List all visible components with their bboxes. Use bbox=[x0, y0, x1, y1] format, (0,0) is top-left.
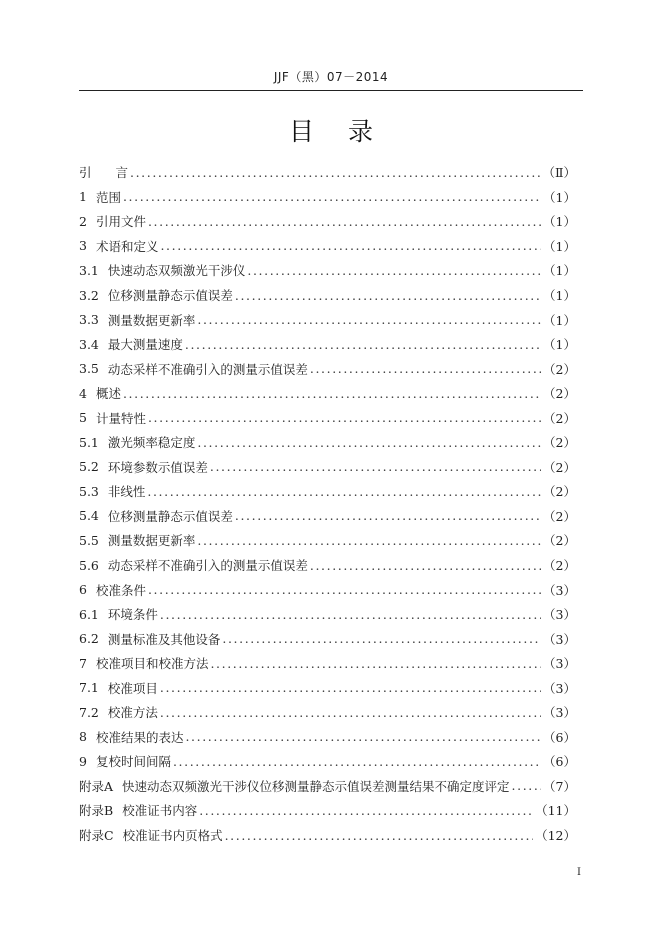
toc-entry-page: （3） bbox=[543, 705, 576, 721]
toc-entry-page: （3） bbox=[543, 631, 576, 647]
toc-entry[interactable] bbox=[79, 725, 576, 750]
toc-entry-page: （2） bbox=[543, 459, 576, 475]
toc-dot-leader bbox=[197, 533, 541, 548]
toc-entry-title: 复校时间间隔 bbox=[95, 754, 171, 770]
toc-dot-leader bbox=[148, 214, 541, 229]
toc-entry[interactable] bbox=[79, 700, 576, 725]
toc-dot-leader bbox=[123, 386, 541, 401]
toc-dot-leader bbox=[310, 558, 541, 573]
toc-entry-number: 3.5 bbox=[79, 361, 99, 377]
toc-entry[interactable] bbox=[79, 602, 576, 627]
toc-entry[interactable] bbox=[79, 798, 576, 823]
toc-entry-number: 5.3 bbox=[79, 483, 99, 499]
toc-dot-leader bbox=[123, 189, 541, 204]
toc-entry-number: 7 bbox=[79, 655, 87, 671]
toc-entry-title: 引用文件 bbox=[95, 214, 146, 230]
toc-entry-page: （2） bbox=[543, 508, 576, 524]
toc-dot-leader bbox=[197, 312, 541, 327]
toc-entry-page: （1） bbox=[543, 214, 576, 230]
toc-entry-number: 9 bbox=[79, 753, 87, 769]
toc-dot-leader bbox=[225, 828, 534, 843]
toc-entry-number: 附录B bbox=[79, 803, 114, 819]
toc-entry-title: 位移测量静态示值误差 bbox=[107, 288, 233, 303]
toc-dot-leader bbox=[160, 238, 541, 253]
toc-entry-number: 7.1 bbox=[79, 680, 99, 696]
toc-entry-title: 术语和定义 bbox=[95, 238, 159, 254]
toc-dot-leader bbox=[235, 288, 541, 303]
toc-entry-page: （11） bbox=[535, 803, 576, 819]
toc-entry-number: 3.3 bbox=[79, 312, 99, 328]
toc-dot-leader bbox=[185, 337, 541, 352]
toc-entry-number: 5 bbox=[79, 410, 87, 426]
toc-entry-title: 概述 bbox=[95, 386, 121, 402]
toc-entry-title: 校准方法 bbox=[107, 705, 158, 721]
toc-entry-number: 3 bbox=[79, 238, 87, 254]
toc-entry-number: 2 bbox=[79, 213, 87, 229]
toc-entry[interactable] bbox=[79, 626, 576, 651]
toc-dot-leader bbox=[160, 680, 541, 695]
toc-entry-number: 6.1 bbox=[79, 606, 99, 622]
toc-entry-title: 计量特性 bbox=[95, 410, 146, 426]
toc-dot-leader bbox=[148, 582, 541, 597]
toc-entry-page: （1） bbox=[543, 238, 576, 254]
toc-entry-title: 环境参数示值误差 bbox=[107, 459, 208, 475]
toc-entry-page: （3） bbox=[543, 582, 576, 598]
toc-entry-title: 非线性 bbox=[107, 484, 146, 500]
toc-entry-number: 8 bbox=[79, 729, 87, 745]
toc-entry-page: （3） bbox=[543, 680, 576, 696]
toc-entry-page: （3） bbox=[543, 607, 576, 623]
toc-entry[interactable] bbox=[79, 528, 576, 553]
toc-entry-page: （2） bbox=[543, 533, 576, 549]
toc-entry[interactable] bbox=[79, 504, 576, 529]
toc-entry[interactable] bbox=[79, 258, 576, 283]
toc-dot-leader bbox=[222, 631, 541, 646]
toc-entry-page: （6） bbox=[543, 729, 576, 745]
toc-entry[interactable] bbox=[79, 209, 576, 234]
toc-entry-title: 位移测量静态示值误差 bbox=[107, 508, 233, 524]
toc-entry-number: 5.4 bbox=[79, 508, 99, 524]
toc-entry-title: 校准项目和校准方法 bbox=[95, 656, 209, 672]
toc-entry[interactable] bbox=[79, 381, 576, 406]
toc-entry[interactable] bbox=[79, 405, 576, 430]
toc-entry-page: （1） bbox=[543, 189, 576, 205]
toc-entry-title: 快速动态双频激光干涉仪 bbox=[107, 263, 246, 279]
toc-dot-leader bbox=[247, 263, 541, 278]
toc-entry[interactable] bbox=[79, 577, 576, 602]
toc-entry[interactable] bbox=[79, 430, 576, 455]
toc-entry-page: （6） bbox=[543, 754, 576, 770]
toc-dot-leader bbox=[197, 435, 541, 450]
toc-entry[interactable] bbox=[79, 823, 576, 848]
toc-entry[interactable] bbox=[79, 675, 576, 700]
toc-entry-title: 测量标准及其他设备 bbox=[107, 631, 221, 647]
toc-entry-number: 附录A bbox=[79, 778, 114, 794]
toc-dot-leader bbox=[160, 705, 541, 720]
toc-dot-leader bbox=[160, 607, 541, 622]
toc-entry-page: （Ⅱ） bbox=[542, 165, 576, 181]
toc-entry-page: （2） bbox=[543, 386, 576, 402]
toc-entry[interactable] bbox=[79, 356, 576, 381]
toc-entry-number: 3.1 bbox=[79, 262, 99, 278]
toc-entry-title: 测量数据更新率 bbox=[107, 312, 196, 328]
toc-entry-page: （1） bbox=[543, 288, 576, 303]
toc-entry-title: 言 bbox=[115, 165, 129, 181]
table-of-contents bbox=[79, 160, 576, 847]
toc-entry-number: 5.1 bbox=[79, 434, 99, 450]
toc-entry[interactable] bbox=[79, 307, 576, 332]
toc-dot-leader bbox=[147, 484, 541, 499]
toc-dot-leader bbox=[235, 508, 541, 523]
toc-entry-title: 范围 bbox=[95, 189, 121, 205]
toc-entry-number: 3.2 bbox=[79, 287, 99, 303]
toc-entry-number: 附录C bbox=[79, 828, 114, 844]
toc-entry-page: （2） bbox=[543, 410, 576, 426]
toc-entry-title: 环境条件 bbox=[107, 607, 158, 623]
toc-entry-page: （7） bbox=[543, 778, 576, 794]
toc-entry-number: 5.2 bbox=[79, 459, 99, 475]
toc-dot-leader bbox=[173, 754, 541, 769]
toc-entry[interactable] bbox=[79, 479, 576, 504]
toc-entry-page: （2） bbox=[543, 484, 576, 500]
page-number: I bbox=[577, 867, 581, 878]
toc-entry-title: 校准项目 bbox=[107, 680, 158, 696]
toc-entry-title: 最大测量速度 bbox=[107, 337, 183, 353]
toc-entry-page: （12） bbox=[535, 828, 576, 844]
toc-entry[interactable] bbox=[79, 651, 576, 676]
toc-entry-number: 6.2 bbox=[79, 631, 99, 647]
toc-entry-page: （2） bbox=[543, 435, 576, 451]
running-header: JJF（黑）07－2014 bbox=[273, 70, 389, 84]
toc-entry-number: 7.2 bbox=[79, 704, 99, 720]
toc-entry-page: （3） bbox=[543, 656, 576, 672]
toc-entry-title: 测量数据更新率 bbox=[107, 533, 196, 549]
toc-entry-title: 动态采样不准确引入的测量示值误差 bbox=[107, 361, 308, 377]
toc-dot-leader bbox=[199, 803, 533, 818]
toc-dot-leader bbox=[148, 410, 541, 425]
toc-entry-title: 动态采样不准确引入的测量示值误差 bbox=[107, 558, 308, 574]
toc-entry-title: 校准证书内页格式 bbox=[122, 828, 223, 844]
toc-dot-leader bbox=[210, 459, 541, 474]
toc-entry[interactable] bbox=[79, 774, 576, 799]
toc-entry-page: （2） bbox=[543, 558, 576, 574]
toc-entry-number: 4 bbox=[79, 385, 87, 401]
toc-entry-page: （1） bbox=[543, 312, 576, 328]
toc-entry-title: 激光频率稳定度 bbox=[107, 435, 196, 451]
toc-dot-leader bbox=[310, 361, 541, 376]
toc-entry-title: 校准证书内容 bbox=[122, 803, 198, 819]
toc-entry[interactable] bbox=[79, 185, 576, 210]
toc-entry-number: 3.4 bbox=[79, 336, 99, 352]
toc-entry-page: （2） bbox=[543, 361, 576, 377]
toc-entry[interactable] bbox=[79, 749, 576, 774]
toc-entry-number: 6 bbox=[79, 582, 87, 598]
toc-entry[interactable] bbox=[79, 553, 576, 578]
toc-dot-leader bbox=[512, 778, 542, 793]
toc-entry-number: 5.5 bbox=[79, 532, 99, 548]
toc-entry[interactable] bbox=[79, 234, 576, 259]
toc-entry-title: 校准条件 bbox=[95, 582, 146, 598]
toc-entry[interactable] bbox=[79, 160, 576, 185]
header-rule bbox=[79, 90, 583, 91]
toc-entry-number: 引 bbox=[79, 165, 92, 181]
toc-entry[interactable] bbox=[79, 455, 576, 480]
toc-entry-page: （1） bbox=[543, 337, 576, 353]
toc-dot-leader bbox=[210, 656, 541, 671]
toc-entry-title: 快速动态双频激光干涉仪位移测量静态示值误差测量结果不确定度评定 bbox=[122, 778, 510, 794]
toc-dot-leader bbox=[130, 165, 540, 180]
toc-entry-number: 5.6 bbox=[79, 557, 99, 573]
toc-dot-leader bbox=[185, 729, 541, 744]
toc-entry-number: 1 bbox=[79, 189, 87, 205]
toc-entry[interactable] bbox=[79, 332, 576, 357]
toc-entry-page: （1） bbox=[543, 263, 576, 279]
toc-entry-title: 校准结果的表达 bbox=[95, 729, 184, 745]
page-title: 目录 bbox=[288, 117, 407, 146]
toc-entry[interactable] bbox=[79, 283, 576, 308]
